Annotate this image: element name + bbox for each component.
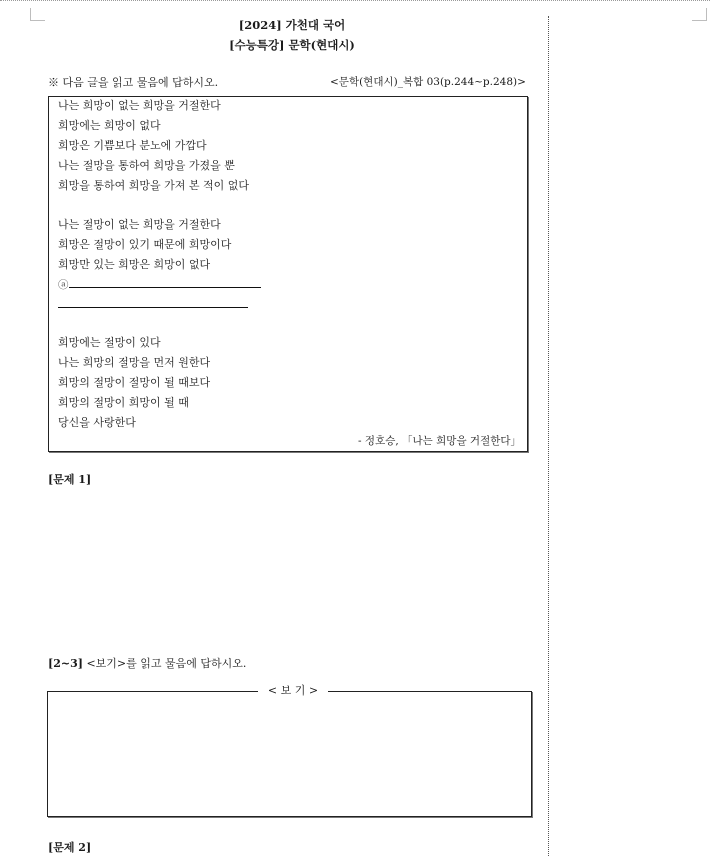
bogi-label: < 보 기 >	[258, 683, 328, 699]
poem-line: 나는 희망의 절망을 먼저 원한다	[58, 356, 211, 369]
question-2-label: [문제 2]	[48, 841, 92, 854]
poem-line: 희망만 있는 희망은 희망이 없다	[58, 258, 211, 271]
redaction-bar	[58, 307, 248, 308]
poem-box	[48, 96, 528, 452]
poem-line: 희망에는 희망이 없다	[58, 119, 161, 132]
poem-line: 희망을 통하여 희망을 가져 본 적이 없다	[58, 179, 249, 192]
crop-mark-right	[692, 8, 707, 21]
redacted-line	[58, 295, 248, 315]
poem-line: 희망은 기쁨보다 분노에 가깝다	[58, 139, 207, 152]
poem-line: 희망에는 절망이 있다	[58, 336, 161, 349]
poem-line: 나는 절망이 없는 희망을 거절한다	[58, 218, 221, 231]
document-subtitle: [수능특강] 문학(현대시)	[229, 38, 355, 52]
poem-line: 나는 절망을 통하여 희망을 가졌을 뿐	[58, 159, 235, 172]
page-top-border	[0, 0, 710, 1]
poem-line: 희망은 절망이 있기 때문에 희망이다	[58, 238, 232, 251]
source-reference: <문학(현대시)_복합 03(p.244~p.248)>	[330, 76, 526, 88]
question-range: [2~3]	[48, 657, 83, 670]
column-divider	[548, 16, 549, 856]
poem-line: 희망의 절망이 희망이 될 때	[58, 396, 189, 409]
poem-line: 나는 희망이 없는 희망을 거절한다	[58, 99, 221, 112]
section-instruction	[48, 655, 246, 671]
reading-instruction: ※ 다음 글을 읽고 물음에 답하시오.	[48, 76, 219, 89]
poem-line: 당신을 사랑한다	[58, 416, 136, 429]
poem-line: 희망의 절망이 절망이 될 때보다	[58, 376, 211, 389]
document-title: [2024] 가천대 국어	[238, 18, 346, 32]
bogi-box	[47, 684, 532, 817]
poem-attribution: - 정호승, 「나는 희망을 거절한다」	[358, 435, 521, 447]
circled-marker-a: ⓐ	[58, 279, 69, 291]
section-instruction-text: <보기>를 읽고 물음에 답하시오.	[86, 657, 247, 670]
question-1-label: [문제 1]	[48, 473, 92, 486]
redacted-line	[58, 275, 261, 295]
redaction-bar	[69, 287, 261, 288]
